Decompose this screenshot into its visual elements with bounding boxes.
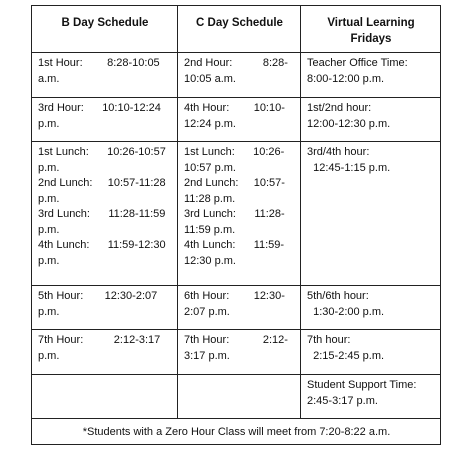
cell-line: 12:45-1:15 p.m. <box>307 161 391 174</box>
header-b-day: B Day Schedule <box>32 6 178 53</box>
cell-line: p.m. <box>38 305 60 318</box>
virtual-cell <box>301 98 441 142</box>
table-row <box>32 330 441 375</box>
header-row <box>32 6 441 53</box>
cell-line: 3rd/4th hour: <box>307 146 370 158</box>
cell-line: 1st Lunch: 10:26- <box>184 146 285 158</box>
virtual-cell <box>301 53 441 98</box>
cell-line: 3rd Hour: 10:10-12:24 <box>38 102 161 114</box>
cell-line: 2:07 p.m. <box>184 305 230 318</box>
cell-line: 2:15-2:45 p.m. <box>307 349 385 362</box>
cell-line: 3rd Lunch: 11:28- <box>184 208 285 220</box>
cell-line: p.m. <box>38 223 60 236</box>
b-day-cell-empty <box>32 375 178 419</box>
table-row <box>32 286 441 330</box>
cell-line: p.m. <box>38 349 60 362</box>
b-day-cell <box>32 330 178 375</box>
cell-line: 6th Hour: 12:30- <box>184 290 285 302</box>
cell-line: a.m. <box>38 72 60 85</box>
cell-line: 7th Hour: 2:12- <box>184 334 288 346</box>
header-virtual-fridays: Virtual Learning Fridays <box>301 6 441 53</box>
cell-line: 1st/2nd hour: <box>307 102 372 114</box>
table-row <box>32 98 441 142</box>
cell-line: 5th/6th hour: <box>307 290 369 302</box>
cell-line: 3:17 p.m. <box>184 349 230 362</box>
cell-line: 2nd Lunch: 10:57-11:28 <box>38 177 166 189</box>
cell-line: 12:30 p.m. <box>184 254 236 267</box>
c-day-cell <box>178 330 301 375</box>
virtual-cell <box>301 142 441 286</box>
cell-line: 8:00-12:00 p.m. <box>307 72 385 85</box>
cell-line: Student Support Time: <box>307 379 417 391</box>
cell-line: 2:45-3:17 p.m. <box>307 394 378 407</box>
footnote: *Students with a Zero Hour Class will meet from 7:20-8:22 a.m. <box>32 419 441 445</box>
cell-line: 1st Lunch: 10:26-10:57 <box>38 146 166 158</box>
c-day-cell <box>178 98 301 142</box>
virtual-cell <box>301 286 441 330</box>
b-day-cell <box>32 286 178 330</box>
cell-line: 12:24 p.m. <box>184 117 236 130</box>
cell-line: 4th Hour: 10:10- <box>184 102 285 114</box>
header-c-day: C Day Schedule <box>178 6 301 53</box>
b-day-cell <box>32 142 178 286</box>
cell-line: p.m. <box>38 192 60 205</box>
cell-line: 10:57 p.m. <box>184 161 236 174</box>
cell-line: 5th Hour: 12:30-2:07 <box>38 290 158 302</box>
table-row <box>32 142 441 286</box>
footnote-row <box>32 419 441 445</box>
table-row <box>32 375 441 419</box>
cell-line: p.m. <box>38 117 60 130</box>
cell-line: Teacher Office Time: <box>307 57 408 69</box>
cell-line: 7th Hour: 2:12-3:17 <box>38 334 161 346</box>
cell-line: 2nd Hour: 8:28- <box>184 57 288 69</box>
virtual-cell <box>301 375 441 419</box>
cell-line: 4th Lunch: 11:59- <box>184 239 285 251</box>
cell-line: 2nd Lunch: 10:57- <box>184 177 285 189</box>
b-day-cell <box>32 53 178 98</box>
cell-line: 4th Lunch: 11:59-12:30 <box>38 239 166 251</box>
c-day-cell <box>178 286 301 330</box>
table-row <box>32 53 441 98</box>
cell-line: 3rd Lunch: 11:28-11:59 <box>38 208 166 220</box>
cell-line: p.m. <box>38 161 60 174</box>
cell-line: 7th hour: <box>307 334 351 346</box>
cell-line: 10:05 a.m. <box>184 72 236 85</box>
cell-line: 11:28 p.m. <box>184 192 236 205</box>
cell-line: 1:30-2:00 p.m. <box>307 305 385 318</box>
virtual-cell <box>301 330 441 375</box>
cell-line: 12:00-12:30 p.m. <box>307 117 391 130</box>
c-day-cell <box>178 142 301 286</box>
cell-line: 11:59 p.m. <box>184 223 236 236</box>
schedule-table <box>31 5 441 445</box>
cell-line: 1st Hour: 8:28-10:05 <box>38 57 160 69</box>
b-day-cell <box>32 98 178 142</box>
cell-line: p.m. <box>38 254 60 267</box>
c-day-cell-empty <box>178 375 301 419</box>
c-day-cell <box>178 53 301 98</box>
